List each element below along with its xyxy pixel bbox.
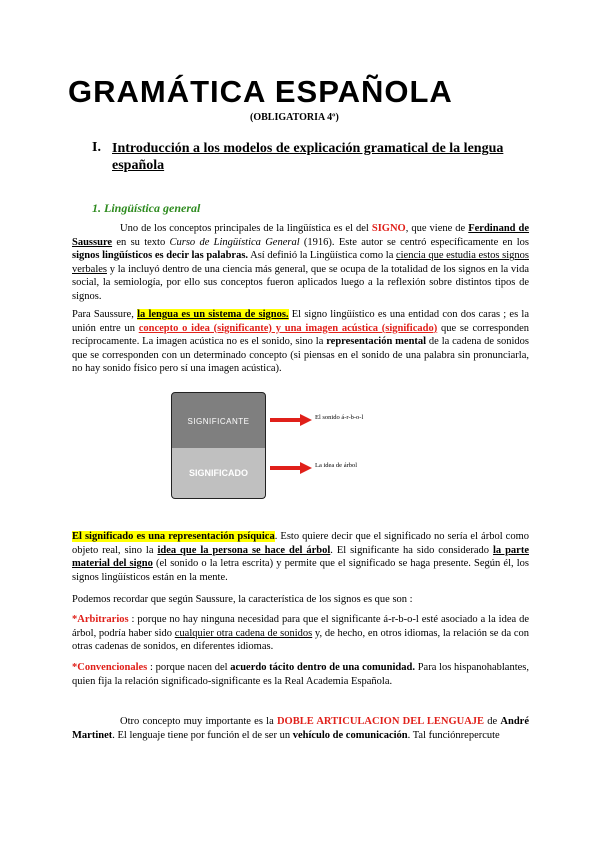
text: Uno de los conceptos principales de la lingüística es el del <box>120 223 372 234</box>
text: : porque no hay ninguna necesidad para que el significante á-r-b-o-l esté asociado a la idea de árbol, podría haber sido <box>72 614 529 639</box>
text: El signo lingüístico es una entidad con dos caras ; es la unión entre un <box>72 309 529 334</box>
paragraph-arbitrarios <box>72 613 529 654</box>
arrow-label-idea: La idea de árbol <box>315 462 358 469</box>
paragraph-signo <box>72 222 529 304</box>
paragraph-caracteristicas: Podemos recordar que según Saussure, la característica de los signos es que son : <box>72 594 413 605</box>
text: (1916). Este autor se centró específicamente en los <box>299 236 529 248</box>
term-doble-articulacion: DOBLE ARTICULACION DEL LENGUAJE <box>276 716 485 727</box>
paragraph-convencionales <box>72 661 529 688</box>
significante-box: SIGNIFICANTE <box>171 392 266 450</box>
section-title: Introducción a los modelos de explicación gramatical de la lengua española <box>112 141 504 173</box>
highlight-significado: El significado es una representación psíquica <box>72 531 275 542</box>
ciencia-definition: ciencia que estudia estos signos verbales <box>72 250 529 275</box>
arrow-significante-icon <box>270 414 312 426</box>
text: . Esto quiere decir que el significado no sería el árbol como objeto real, sino la <box>72 531 529 556</box>
sign-diagram <box>171 392 266 500</box>
document-subtitle: (OBLIGATORIA 4º) <box>250 112 339 123</box>
term-concepto: concepto o idea (significante) y una imagen acústica (significado) <box>138 322 438 334</box>
term-parte-material: la parte material del signo <box>72 544 529 570</box>
highlight-lengua: la lengua es un sistema de signos. <box>137 309 289 320</box>
text: : porque nacen del <box>147 662 231 673</box>
paragraph-doble-articulacion <box>72 715 529 742</box>
text: de <box>484 716 501 727</box>
term-cualquier: cualquier otra cadena de sonidos <box>174 627 313 639</box>
label-convencionales: *Convencionales <box>72 662 148 673</box>
book-title: Curso de Lingüística General <box>169 236 300 248</box>
term-idea: idea que la persona se hace del árbol <box>157 544 331 556</box>
text: . Tal funciónrepercute <box>407 729 500 741</box>
paragraph-significado <box>72 530 529 584</box>
document-title: GRAMÁTICA ESPAÑOLA <box>68 74 453 109</box>
arrow-label-sonido: El sonido á-r-b-o-l <box>315 414 364 421</box>
text: que se corresponden recíprocamente. La imagen acústica no es el sonido, sino la <box>72 322 530 348</box>
text: Para los hispanohablantes, quien fija la relación significado-significante es la Real Academia Española. <box>72 662 530 687</box>
arrow-significado-icon <box>270 462 312 474</box>
text: y, de hecho, en otros idiomas, la relación se da con otras cadenas de sonidos, en diferentes idiomas. <box>72 627 529 653</box>
text: , que viene de <box>405 223 469 234</box>
text: Para Saussure, <box>72 309 138 320</box>
text: . El lenguaje tiene por función el de ser un <box>112 729 293 741</box>
significado-box: SIGNIFICADO <box>171 448 266 499</box>
text: en su texto <box>112 236 170 248</box>
text: Así definió la Lingüística como la <box>248 250 396 262</box>
text: Otro concepto muy importante es la <box>120 716 277 727</box>
term-representacion: representación mental <box>326 336 427 348</box>
label-arbitrarios: *Arbitrarios <box>72 614 129 625</box>
term-signo: SIGNO <box>371 223 406 234</box>
subsection-title: 1. Lingüística general <box>92 201 201 215</box>
text: (el sonido o la letra escrita) y permite que el significado se haga presente. Según él, los signos lingüísticos están en la mente. <box>72 558 529 583</box>
section-number: I. <box>92 140 101 155</box>
term-signos-linguisticos: signos lingüísticos es decir las palabras. <box>72 250 249 262</box>
term-vehiculo: vehículo de comunicación <box>292 729 408 741</box>
paragraph-lengua <box>72 308 529 376</box>
text: y la incluyó dentro de una ciencia más general, que se ocupa de la totalidad de los signos en la vida social, la semiología, por ello sus conceptos fueron aplicados luego a la reflexión sobre distintos tipos de signos. <box>72 263 529 302</box>
text: . El significante ha sido considerado <box>330 544 493 556</box>
author-martinet: André Martinet <box>72 716 529 741</box>
author-saussure: Ferdinand de Saussure <box>72 223 530 248</box>
text: de la cadena de sonidos que se corresponden con un determinado concepto (si piensas en el sonido de una palabra sin pronunciarla, no hay sonido físico pero sí una imagen acústica). <box>72 336 529 375</box>
term-acuerdo: acuerdo tácito dentro de una comunidad. <box>230 662 415 673</box>
